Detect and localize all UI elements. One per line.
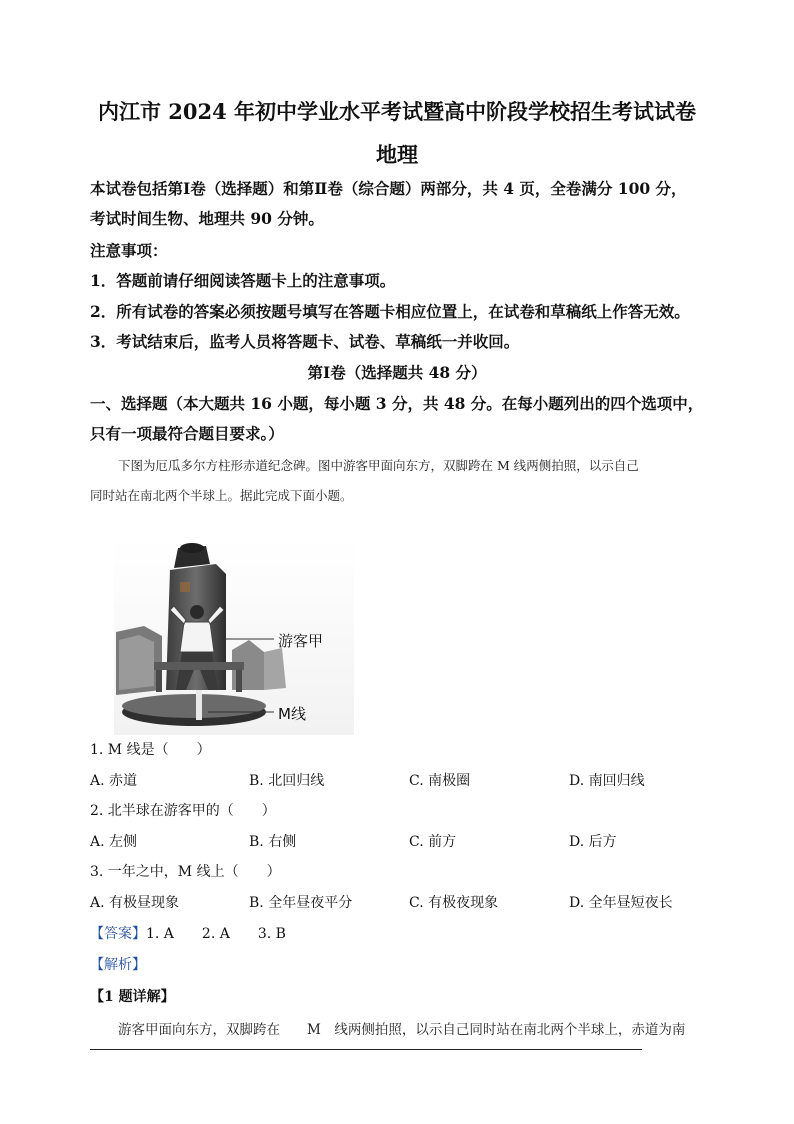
exam-title: 内江市 2024 年初中学业水平考试暨高中阶段学校招生考试试卷	[97, 99, 697, 124]
question-3-stem: 3. 一年之中，M 线上（ ）	[90, 864, 281, 880]
answer-text: 1. A 2. A 3. B	[146, 926, 286, 942]
question-2-option-a: A. 左侧	[90, 834, 138, 850]
footer-rule	[90, 1049, 642, 1050]
question-3-option-a: A. 有极昼现象	[90, 895, 180, 911]
note-item-2: 2．所有试卷的答案必须按题号填写在答题卡相应位置上，在试卷和草稿纸上作答无效。	[90, 302, 690, 321]
answer-label: 【答案】	[90, 926, 146, 942]
passage-line-2: 同时站在南北两个半球上。据此完成下面小题。	[90, 488, 353, 503]
question-1-option-b: B. 北回归线	[249, 773, 325, 789]
equator-monument-figure	[114, 540, 354, 735]
question-2-option-b: B. 右侧	[249, 834, 297, 850]
detail-label: 【1 题详解】	[90, 989, 175, 1005]
question-1-stem: 1. M 线是（ ）	[90, 742, 211, 758]
question-2-option-d: D. 后方	[569, 834, 617, 850]
note-item-3: 3．考试结束后，监考人员将答题卡、试卷、草稿纸一并收回。	[90, 332, 520, 351]
question-3-option-c: C. 有极夜现象	[409, 895, 499, 911]
intro-line-2: 考试时间生物、地理共 90 分钟。	[90, 209, 324, 228]
question-3-option-d: D. 全年昼短夜长	[569, 895, 673, 911]
section-instruction-2: 只有一项最符合题目要求。）	[90, 424, 284, 443]
m-line-label: M线	[278, 705, 306, 723]
question-2-stem: 2. 北半球在游客甲的（ ）	[90, 803, 276, 819]
note-item-1: 1．答题前请仔细阅读答题卡上的注意事项。	[90, 271, 396, 290]
question-3-option-b: B. 全年昼夜平分	[249, 895, 353, 911]
question-1-option-a: A. 赤道	[90, 773, 138, 789]
section-instruction-1: 一、选择题（本大题共 16 小题，每小题 3 分，共 48 分。在每小题列出的四个选项中，	[90, 394, 704, 413]
detail-text: 游客甲面向东方，双脚跨在 M 线两侧拍照，以示自己同时站在南北两个半球上，赤道为南	[118, 1022, 686, 1038]
question-1-option-c: C. 南极圈	[409, 773, 471, 789]
intro-line-1: 本试卷包括第Ⅰ卷（选择题）和第Ⅱ卷（综合题）两部分，共 4 页，全卷满分 100 分，	[90, 179, 687, 198]
section-title: 第Ⅰ卷（选择题共 48 分）	[307, 363, 487, 382]
question-1-option-d: D. 南回归线	[569, 773, 645, 789]
passage-line-1: 下图为厄瓜多尔方柱形赤道纪念碑。图中游客甲面向东方，双脚跨在 M 线两侧拍照，以示自己	[118, 458, 639, 473]
tourist-label: 游客甲	[278, 632, 324, 650]
subject-title: 地理	[376, 142, 418, 167]
question-2-option-c: C. 前方	[409, 834, 457, 850]
analysis-label: 【解析】	[90, 957, 146, 973]
notes-heading: 注意事项：	[90, 241, 168, 260]
answer-line	[90, 923, 286, 943]
